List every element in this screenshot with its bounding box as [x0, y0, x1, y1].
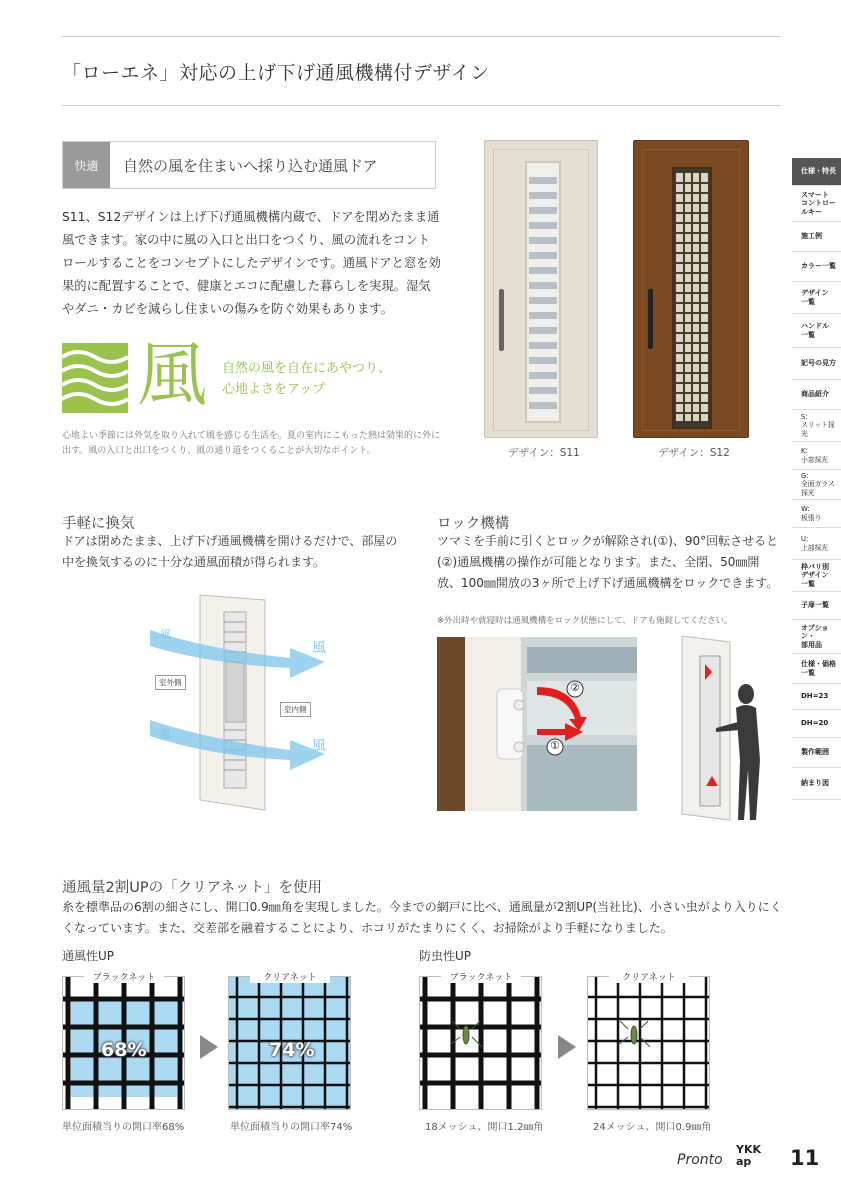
- feature-heading: 自然の風を住まいへ採り込む通風ドア: [123, 157, 378, 175]
- ventilation-heading: 手軽に換気: [62, 516, 135, 532]
- ventilation-text: ドアは閉めたまま、上げ下げ通風機構を開けるだけで、部屋の中を換気するのに十分な通風面積が得られます。: [62, 534, 398, 569]
- wind-label-3: 風: [160, 728, 171, 741]
- sidebar-item-15[interactable]: オプション・ 部用品: [792, 620, 841, 654]
- arrow-right-icon: [200, 1035, 218, 1059]
- ventilation-door-illustration: [150, 590, 350, 820]
- kaze-character: 風: [137, 334, 207, 416]
- sidebar-item-12[interactable]: U: 上部採光: [792, 528, 841, 560]
- net-black-insect: [419, 976, 542, 1110]
- sidebar-item-8[interactable]: S: スリット採光: [792, 410, 841, 442]
- sidebar-item-10[interactable]: G: 全面ガラス採光: [792, 470, 841, 500]
- sidebar-item-14[interactable]: 子扉一覧: [792, 592, 841, 620]
- lock-text: ツマミを手前に引くとロックが解除され(①)、90°回転させると(②)通風機構の操作が可能となります。また、全閉、50㎜開放、100㎜開放の3ヶ所で上げ下げ通風機構をロックできます。: [437, 534, 779, 590]
- net-clear-insect: [587, 976, 710, 1110]
- inside-label: 室内側: [280, 702, 311, 717]
- sidebar-item-9[interactable]: K: 小窓採光: [792, 442, 841, 470]
- door-s12-grid: [676, 173, 708, 421]
- lock-closeup-photo: [437, 637, 637, 811]
- sidebar-item-16[interactable]: 仕様・価格 一覧: [792, 654, 841, 684]
- net-clear-airflow: [228, 976, 351, 1110]
- lock-heading: ロック機構: [437, 516, 510, 532]
- net-black-airflow-title: ブラックネット: [84, 970, 164, 983]
- sidebar-item-18[interactable]: DH=20: [792, 710, 841, 738]
- net-black-airflow-caption: 単位面積当りの開口率68%: [62, 1122, 185, 1133]
- sidebar-item-13[interactable]: 枠バリ別 デザイン 一覧: [792, 560, 841, 592]
- door-s11-image: [484, 140, 598, 438]
- arrow-right-icon-2: [558, 1035, 576, 1059]
- lock-marker-2: ②: [570, 681, 580, 694]
- sidebar-item-1[interactable]: スマート コントロールキー: [792, 186, 841, 222]
- door-s12-caption: デザイン：S12: [658, 447, 730, 459]
- clearnet-heading: 通風量2割UPの「クリアネット」を使用: [62, 880, 323, 896]
- door-s11-slats: [529, 169, 557, 417]
- clearnet-text: 糸を標準品の6割の細さにし、開口0.9㎜角を実現しました。今までの網戸に比べ、通風量が2割UP(当社比)、小さい虫がより入りにくくなっています。また、交差部を融着することにより、ホコリがたまりにくく、お掃除がより手軽になりました。: [62, 900, 782, 935]
- net-black-airflow-pct: 68%: [101, 1039, 147, 1061]
- sidebar-item-3[interactable]: カラー一覧: [792, 252, 841, 282]
- net-clear-airflow-pct: 74%: [269, 1039, 315, 1061]
- lock-note: ※外出時や就寝時は通風機構をロック状態にして、ドアも施錠してください。: [437, 616, 733, 626]
- kaze-copy: [222, 358, 391, 400]
- wind-label-1: 風: [160, 628, 171, 641]
- door-s11-caption: デザイン：S11: [508, 447, 580, 459]
- sidebar-item-4[interactable]: デザイン 一覧: [792, 282, 841, 314]
- kaze-copy-line-2: 心地よさをアップ: [222, 382, 326, 397]
- wind-waves-icon: [62, 343, 128, 413]
- lock-marker-1: ①: [550, 739, 560, 752]
- sidebar-item-17[interactable]: DH=23: [792, 684, 841, 710]
- brand-logo: Pronto: [677, 1152, 723, 1168]
- page-title: 「ローエネ」対応の上げ下げ通風機構付デザイン: [62, 62, 490, 84]
- net-black-insect-title: ブラックネット: [441, 970, 521, 983]
- net-black-airflow: [62, 976, 185, 1110]
- sidebar-item-7[interactable]: 商品紹介: [792, 380, 841, 410]
- net-clear-airflow-caption: 単位面積当りの開口率74%: [230, 1122, 353, 1133]
- door-s12-image: [633, 140, 749, 438]
- insect-label: 防虫性UP: [419, 949, 472, 963]
- sidebar-item-2[interactable]: 施工例: [792, 222, 841, 252]
- maker-logo: YKK ap: [736, 1143, 762, 1168]
- sidebar-item-20[interactable]: 納まり図: [792, 768, 841, 800]
- net-clear-insect-caption: 24メッシュ、開口0.9㎜角: [593, 1122, 712, 1133]
- sidebar-item-19[interactable]: 製作範囲: [792, 738, 841, 768]
- title-rule: [62, 105, 780, 106]
- wind-label-2: 風: [312, 640, 326, 656]
- feature-small-note: 心地よい季節には外気を取り入れて風を感じる生活を。夏の室内にこもった熱は効果的に外に出す。風の入口と出口をつくり、風の通り道をつくることが大切なポイント。: [62, 431, 441, 456]
- mosquito-icon-2: [618, 1021, 650, 1047]
- page-number: 11: [790, 1146, 820, 1170]
- sidebar-item-11[interactable]: W: 板張り: [792, 500, 841, 528]
- sidebar-item-5[interactable]: ハンドル 一覧: [792, 314, 841, 348]
- lock-door-person-illustration: [660, 630, 770, 825]
- airflow-label: 通風性UP: [62, 949, 115, 963]
- sidebar-item-6[interactable]: 記号の見方: [792, 348, 841, 380]
- net-black-insect-caption: 18メッシュ、開口1.2㎜角: [425, 1122, 544, 1133]
- net-clear-airflow-title: クリアネット: [250, 970, 330, 983]
- sidebar-item-0[interactable]: 仕様・特長: [792, 158, 841, 186]
- feature-tag: 快適: [63, 142, 110, 188]
- feature-paragraph: S11、S12デザインは上げ下げ通風機構内蔵で、ドアを閉めたまま通風できます。家の中に風の入口と出口をつくり、風の流れをコントロールすることをコンセプトにしたデザインです。通風ドアと窓を効果的に配置することで、健康とエコに配慮した暮らしを実現。湿気やダニ・カビを減らし住まいの傷みを防ぐ効果もあります。: [62, 210, 441, 316]
- top-rule: [62, 36, 780, 37]
- kaze-copy-line-1: 自然の風を自在にあやつり、: [222, 361, 392, 376]
- wind-label-4: 風: [312, 738, 326, 754]
- net-clear-insect-title: クリアネット: [609, 970, 689, 983]
- feature-heading-box: [62, 141, 436, 189]
- outside-label: 室外側: [155, 675, 186, 690]
